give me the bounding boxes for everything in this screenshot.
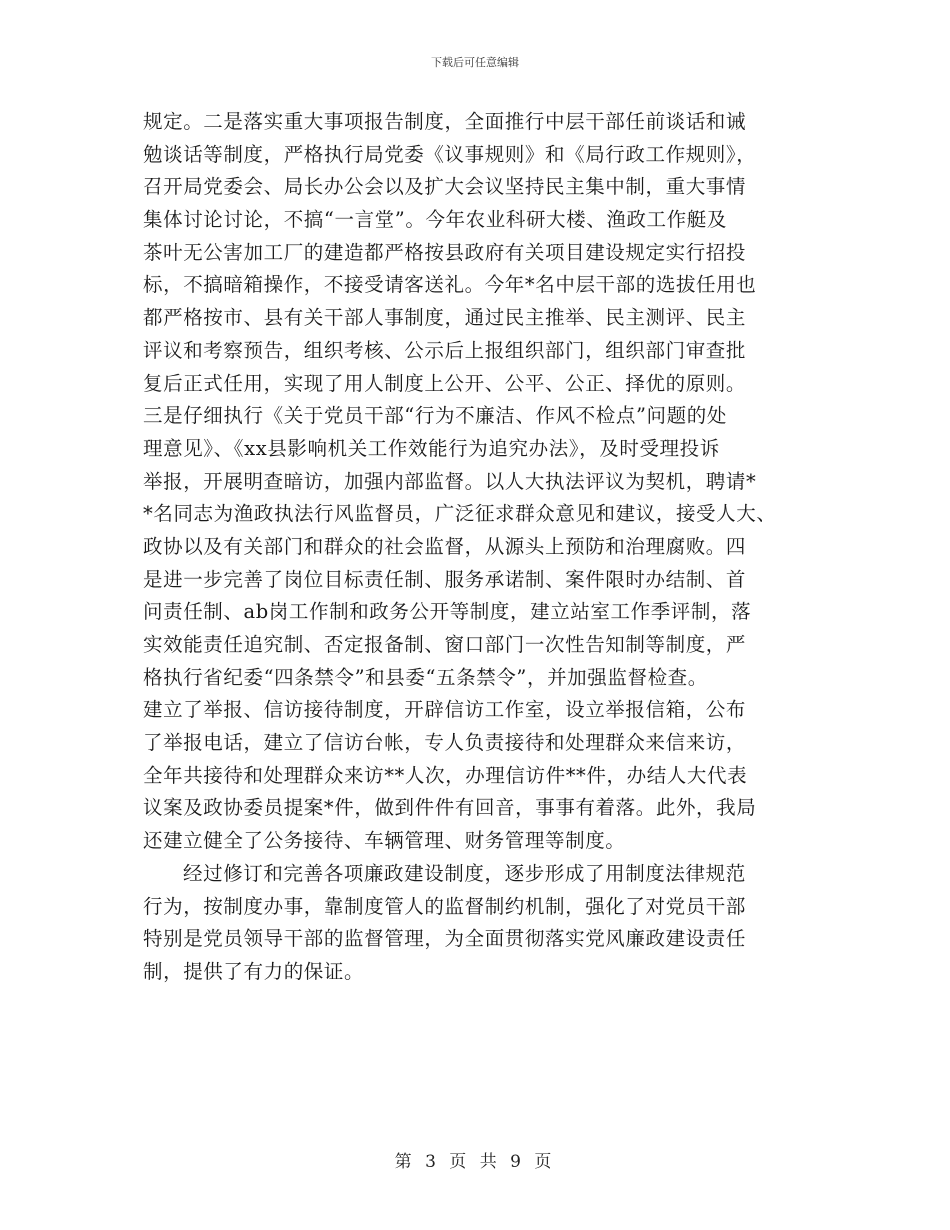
text-line: 还建立健全了公务接待、车辆管理、财务管理等制度。	[143, 829, 626, 853]
text-line: 茶叶无公害加工厂的建造都严格按县政府有关项目建设规定实行招投	[143, 240, 747, 264]
text-line: 特别是党员领导干部的监督管理，为全面贯彻落实党风廉政建设责任	[143, 927, 747, 951]
document-body	[143, 106, 818, 989]
paragraph-2	[143, 858, 818, 989]
text-line: 全年共接待和处理群众来访**人次，办理信访件**件，办结人大代表	[143, 763, 748, 787]
text-line: 勉谈话等制度，严格执行局党委《议事规则》和《局行政工作规则》，	[143, 142, 757, 166]
paragraph-1	[143, 106, 818, 858]
text-line: 评议和考察预告，组织考核、公示后上报组织部门，组织部门审查批	[143, 338, 747, 362]
text-line: 建立了举报、信访接待制度，开辟信访工作室，设立举报信箱，公布	[143, 698, 747, 722]
text-line: 行为，按制度办事，靠制度管人的监督制约机制，强化了对党员干部	[143, 894, 747, 918]
page-header-note: 下载后可任意编辑	[431, 56, 519, 69]
text-line: 举报，开展明查暗访，加强内部监督。以人大执法评议为契机，聘请*	[143, 469, 757, 493]
text-line: *名同志为渔政执法行风监督员，广泛征求群众意见和建议，接受人大、	[143, 502, 777, 526]
text-line: 集体讨论讨论，不搞“一言堂”。今年农业科研大楼、渔政工作艇及	[143, 208, 727, 232]
text-line: 三是仔细执行《关于党员干部“行为不廉洁、作风不检点”问题的处	[143, 404, 727, 428]
text-line: 都严格按市、县有关干部人事制度，通过民主推举、民主测评、民主	[143, 306, 747, 330]
text-line: 经过修订和完善各项廉政建设制度，逐步形成了用制度法律规范	[183, 861, 746, 885]
text-line: 议案及政协委员提案*件，做到件件有回音，事事有着落。此外，我局	[143, 796, 757, 820]
text-line: 是进一步完善了岗位目标责任制、服务承诺制、案件限时办结制、首	[143, 567, 747, 591]
text-line: 问责任制、ab岗工作制和政务公开等制度，建立站室工作季评制，落	[143, 600, 752, 624]
page-number-footer: 第 3 页 共 9 页	[394, 1152, 556, 1172]
text-line: 标，不搞暗箱操作，不接受请客送礼。今年*名中层干部的选拔任用也	[143, 273, 757, 297]
text-line: 规定。二是落实重大事项报告制度，全面推行中层干部任前谈话和诫	[143, 110, 747, 133]
text-line: 复后正式任用，实现了用人制度上公开、公平、公正、择优的原则。	[143, 371, 747, 395]
text-line: 了举报电话，建立了信访台帐，专人负责接待和处理群众来信来访，	[143, 731, 747, 755]
text-line: 召开局党委会、局长办公会以及扩大会议坚持民主集中制，重大事情	[143, 175, 747, 199]
text-line: 制，提供了有力的保证。	[143, 959, 365, 983]
text-line: 政协以及有关部门和群众的社会监督，从源头上预防和治理腐败。四	[143, 534, 747, 558]
text-line: 实效能责任追究制、否定报备制、窗口部门一次性告知制等制度，严	[143, 633, 747, 656]
text-line: 理意见》、《xx县影响机关工作效能行为追究办法》，及时受理投诉	[143, 436, 720, 460]
text-line: 格执行省纪委“四条禁令”和县委“五条禁令”，并加强监督检查。	[143, 665, 708, 689]
